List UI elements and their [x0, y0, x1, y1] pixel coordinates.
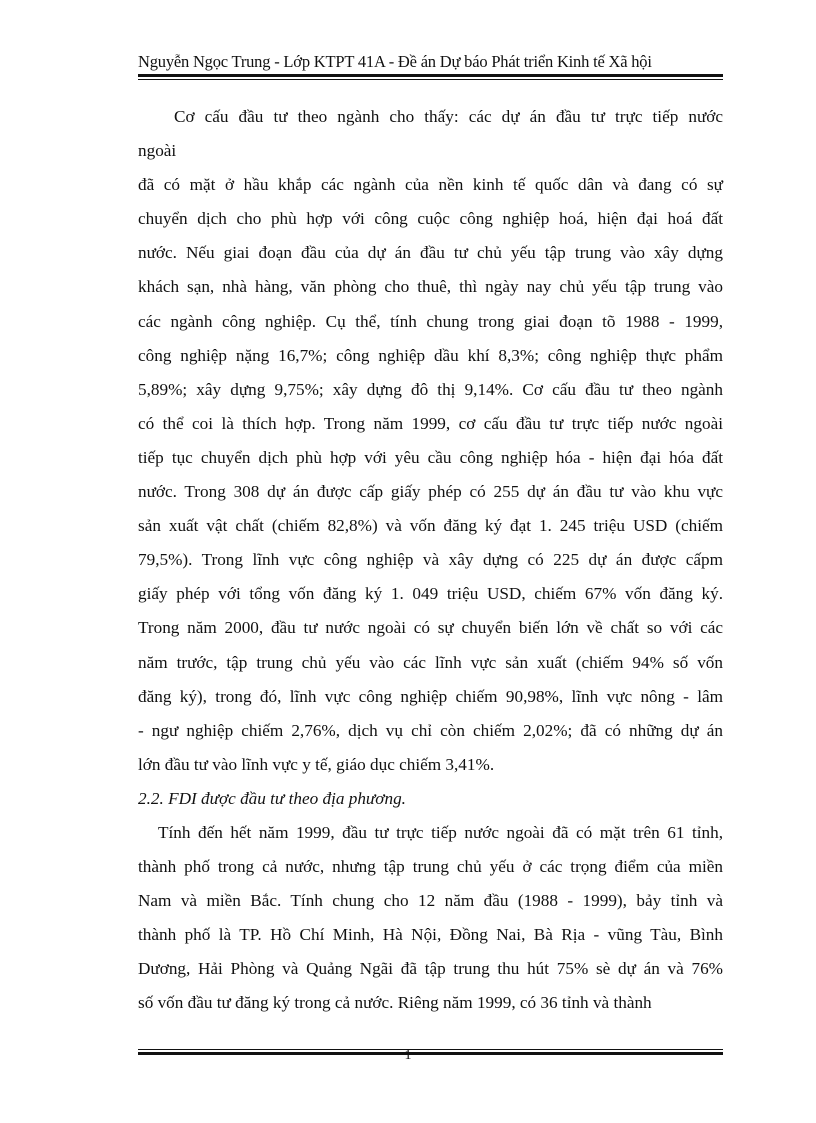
text-line: Dương, Hải Phòng và Quảng Ngãi đã tập trung thu hút 75% sè dự án và 76%: [138, 959, 723, 979]
text-line: khách sạn, nhà hàng, văn phòng cho thuê, thì ngày nay chủ yếu tập trung vào: [138, 277, 723, 297]
paragraph-industry-structure: [138, 100, 723, 782]
text-line: chuyển dịch cho phù hợp với công cuộc công nghiệp hoá, hiện đại hoá đất: [138, 209, 723, 229]
text-line: sản xuất vật chất (chiếm 82,8%) và vốn đăng ký đạt 1. 245 triệu USD (chiếm: [138, 516, 723, 536]
page-number: 1: [404, 1048, 412, 1063]
text-line: Trong năm 2000, đầu tư nước ngoài có sự chuyển biến lớn về chất so với các: [138, 618, 723, 638]
text-line: lớn đầu tư vào lĩnh vực y tế, giáo dục chiếm 3,41%.: [138, 754, 495, 774]
text-line: Nam và miền Bắc. Tính chung cho 12 năm đầu (1988 - 1999), bảy tỉnh và: [138, 891, 723, 911]
text-line: thành phố là TP. Hồ Chí Minh, Hà Nội, Đồng Nai, Bà Rịa - vũng Tàu, Bình: [138, 925, 723, 945]
text-line: 5,89%; xây dựng 9,75%; xây dựng đô thị 9,14%. Cơ cấu đầu tư theo ngành: [138, 379, 723, 399]
text-line: Cơ cấu đầu tư theo ngành cho thấy: các dự án đầu tư trực tiếp nước: [174, 107, 723, 126]
text-line: Tính đến hết năm 1999, đầu tư trực tiếp nước ngoài đã có mặt trên 61 tỉnh,: [158, 822, 723, 842]
paragraph-regional-distribution: [138, 816, 723, 1021]
text-line: số vốn đầu tư đăng ký trong cả nước. Riêng năm 1999, có 36 tỉnh và thành: [138, 993, 652, 1013]
text-line: nước. Trong 308 dự án được cấp giấy phép có 255 dự án đầu tư vào khu vực: [138, 482, 723, 502]
text-line: có thể coi là thích hợp. Trong năm 1999, cơ cấu đầu tư trực tiếp nước ngoài: [138, 413, 723, 433]
document-body: [138, 100, 723, 1021]
header-rule: [138, 74, 723, 77]
text-line: đã có mặt ở hầu khắp các ngành của nền kinh tế quốc dân và đang có sự: [138, 175, 723, 195]
text-line: công nghiệp nặng 16,7%; công nghiệp dầu khí 8,3%; công nghiệp thực phẩm: [138, 345, 723, 365]
text-line: 79,5%). Trong lĩnh vực công nghiệp và xây dựng có 225 dự án được cấpm: [138, 550, 723, 570]
section-heading: 2.2. FDI được đầu tư theo địa phương.: [138, 788, 406, 808]
text-line: ngoài: [138, 141, 177, 161]
text-line: - ngư nghiệp chiếm 2,76%, dịch vụ chỉ còn chiếm 2,02%; đã có những dự án: [138, 720, 723, 740]
text-line: năm trước, tập trung chủ yếu vào các lĩnh vực sản xuất (chiếm 94% số vốn: [138, 652, 723, 672]
text-line: đăng ký), trong đó, lĩnh vực công nghiệp chiếm 90,98%, lĩnh vực nông - lâm: [138, 686, 723, 706]
text-line: giấy phép với tổng vốn đăng ký 1. 049 triệu USD, chiếm 67% vốn đăng ký.: [138, 584, 723, 604]
text-line: nước. Nếu giai đoạn đầu của dự án đầu tư chủ yếu tập trung vào xây dựng: [138, 243, 723, 263]
text-line: tiếp tục chuyển dịch phù hợp với yêu cầu công nghiệp hóa - hiện đại hóa đất: [138, 447, 723, 467]
text-line: thành phố trong cả nước, nhưng tập trung chủ yếu ở các trọng điểm của miền: [138, 857, 723, 877]
page-header: Nguyễn Ngọc Trung - Lớp KTPT 41A - Đề án Dự báo Phát triển Kinh tế Xã hội: [138, 52, 652, 71]
text-line: các ngành công nghiệp. Cụ thể, tính chung trong giai đoạn tõ 1988 - 1999,: [138, 311, 723, 331]
